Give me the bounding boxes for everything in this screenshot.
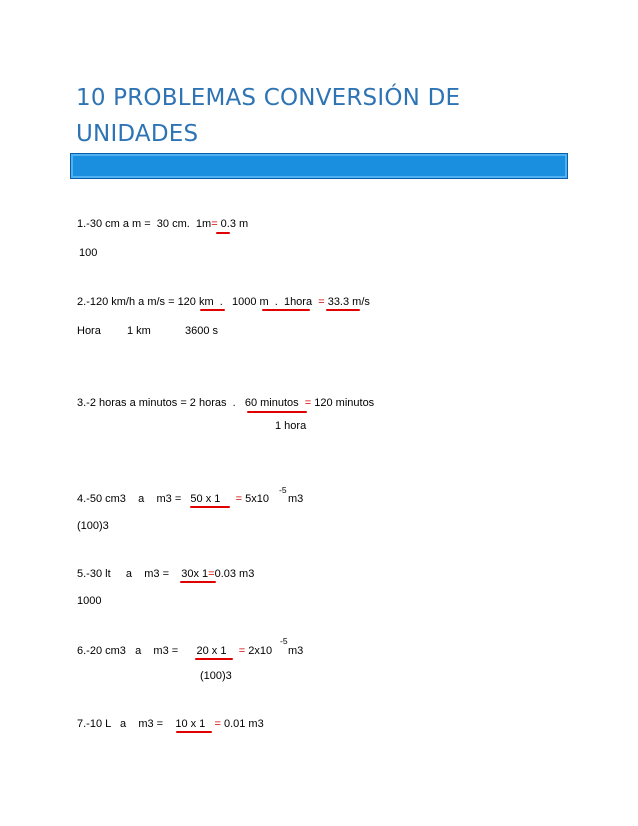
problem-6-unit: m3	[288, 645, 304, 657]
problem-3-line	[77, 397, 374, 410]
problem-7-result: 0.01 m3	[220, 718, 264, 730]
problem-1-line	[77, 218, 248, 231]
problem-7-line	[77, 718, 264, 731]
problem-5-denominator: 1000	[77, 595, 102, 607]
problem-3-equals: =	[304, 397, 312, 409]
problem-4-result: 5x10	[242, 493, 270, 505]
problem-4-exponent: -5	[279, 485, 287, 495]
problem-7-expression: 7.-10 L a m3 = 10 x 1	[77, 718, 215, 730]
problem-3-denominator: 1 hora	[275, 420, 307, 432]
problem-1-result: 0.3 m	[217, 218, 249, 230]
problem-5-line	[77, 568, 254, 581]
problem-2-denominator-3: 3600 s	[185, 325, 219, 337]
problem-1-equals: =	[211, 218, 218, 230]
red-underline-mark	[200, 309, 225, 311]
problem-6-denominator: (100)3	[200, 670, 232, 682]
problem-2-line	[77, 296, 370, 309]
problem-4-unit: m3	[288, 493, 304, 505]
red-underline-mark	[180, 581, 216, 583]
problem-6-result: 2x10	[245, 645, 273, 657]
problem-7-equals: =	[214, 718, 221, 730]
red-underline-mark	[326, 309, 360, 311]
problem-3-expression: 3.-2 horas a minutos = 2 horas . 60 minutos	[77, 397, 305, 409]
red-underline-mark	[195, 658, 233, 660]
problem-5-result: 0.03 m3	[214, 568, 255, 580]
problem-2-denominator-1: Hora	[77, 325, 101, 337]
problem-5-equals: =	[208, 568, 215, 580]
red-underline-mark	[247, 411, 307, 413]
problem-2-result: 33.3 m/s	[324, 296, 370, 308]
title-banner-bar	[70, 153, 568, 179]
red-underline-mark	[176, 731, 212, 733]
problem-2-expression: 2.-120 km/h a m/s = 120 km . 1000 m . 1hora	[77, 296, 319, 308]
problem-4-expression: 4.-50 cm3 a m3 = 50 x 1	[77, 493, 236, 505]
problem-4-denominator: (100)3	[77, 520, 109, 532]
document-title: 10 PROBLEMAS CONVERSIÓN DE UNIDADES	[76, 85, 461, 147]
problem-6-exponent: -5	[280, 636, 288, 646]
problem-6-equals: =	[238, 645, 246, 657]
problem-2-denominator-2: 1 km	[127, 325, 151, 337]
red-underline-mark	[262, 309, 310, 311]
problem-3-result: 120 minutos	[311, 397, 375, 409]
problem-1-expression: 1.-30 cm a m = 30 cm. 1m	[77, 218, 212, 230]
problem-4-equals: =	[235, 493, 243, 505]
red-underline-mark	[216, 232, 230, 234]
problem-6-line	[77, 645, 272, 658]
problem-4-line	[77, 493, 269, 506]
problem-2-equals: =	[318, 296, 325, 308]
problem-5-expression: 5.-30 lt a m3 = 30x 1	[77, 568, 209, 580]
problem-1-denominator: 100	[79, 247, 98, 259]
red-underline-mark	[190, 506, 230, 508]
problem-6-expression: 6.-20 cm3 a m3 = 20 x 1	[77, 645, 239, 657]
